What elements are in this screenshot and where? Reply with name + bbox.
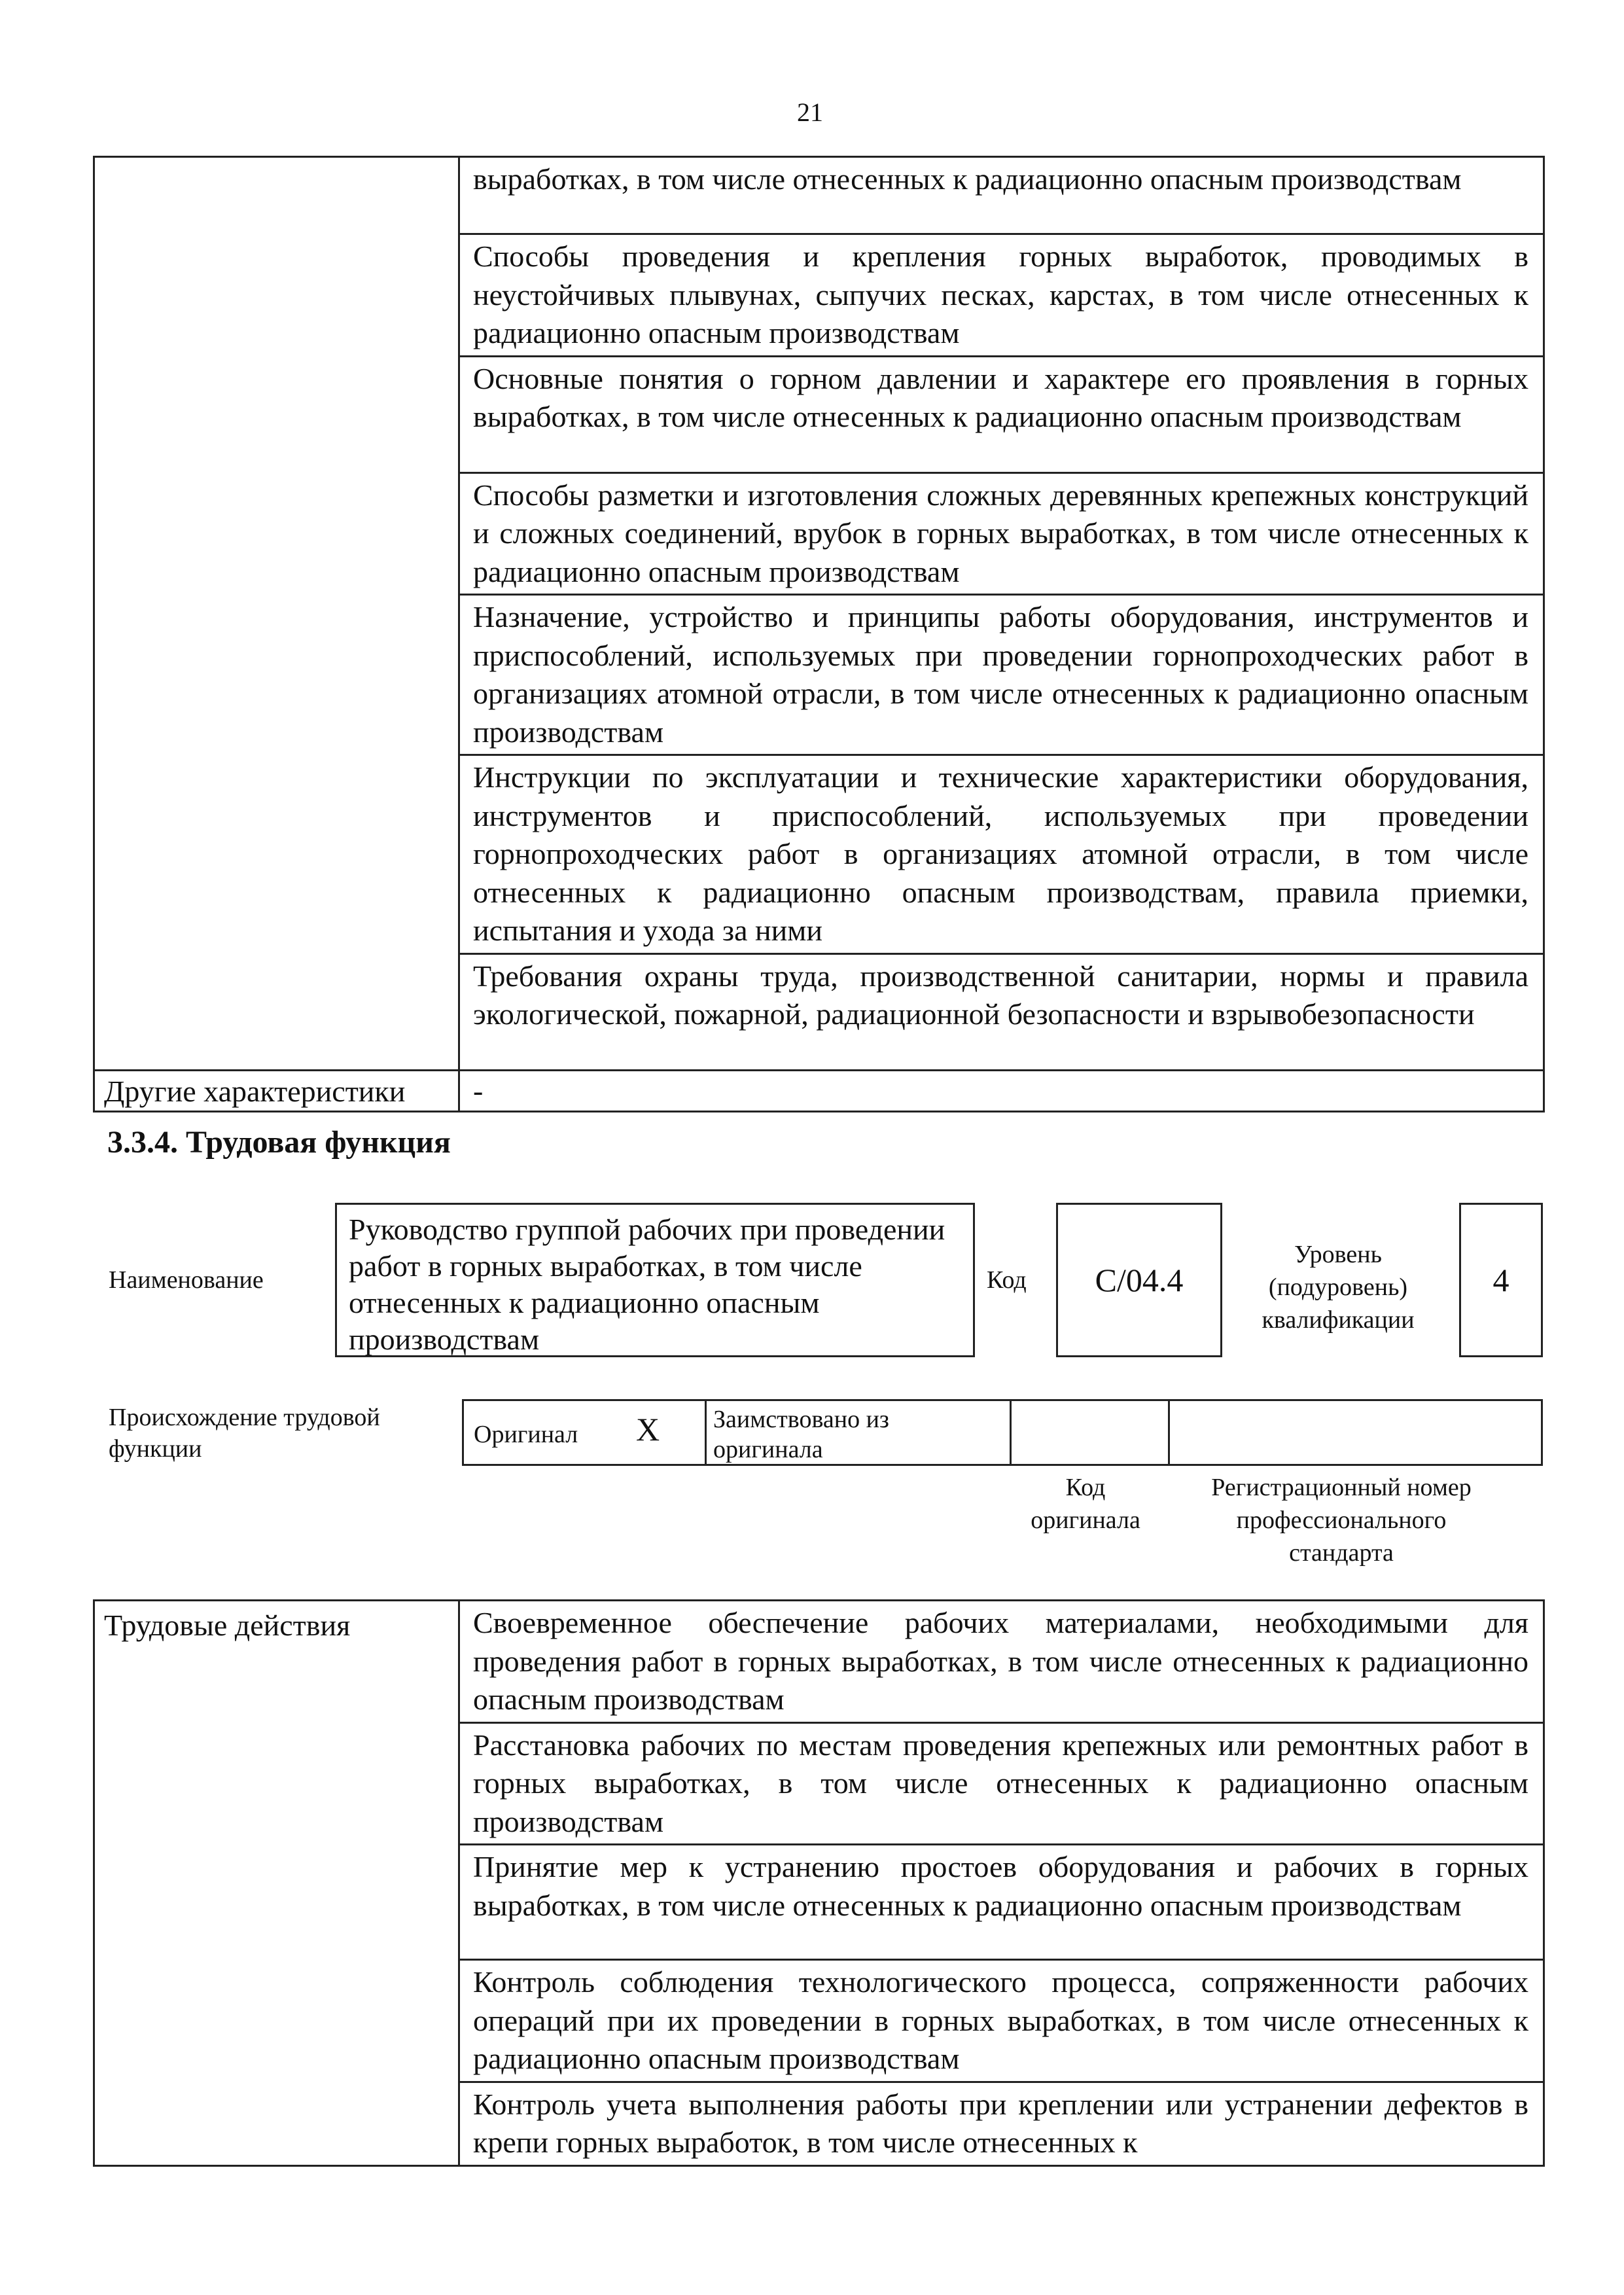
- reg-number-caption: Регистрационный номер профессионального стандарта: [1211, 1474, 1472, 1567]
- original-label: Оригинал: [474, 1421, 578, 1448]
- code-original-caption: Код оригинала: [1031, 1474, 1140, 1534]
- origin-divider: [705, 1401, 707, 1464]
- table-row: Требования охраны труда, производственной санитарии, нормы и правила экологической, пожарной, радиационной безопасности и взрывобезопасности: [459, 953, 1544, 1070]
- origin-row: [462, 1399, 1543, 1466]
- code-label: Код: [987, 1266, 1027, 1294]
- origin-divider: [1010, 1401, 1012, 1464]
- original-mark: X: [636, 1411, 660, 1448]
- table-row: выработках, в том числе отнесенных к радиационно опасным производствам: [459, 157, 1544, 234]
- table-row: Способы проведения и крепления горных выработок, проводимых в неустойчивых плывунах, сыпучих песках, карстах, в том числе отнесенных к радиационно опасным производствам: [459, 234, 1544, 357]
- function-name-box: Руководство группой рабочих при проведении работ в горных выработках, в том числе отнесенных к радиационно опасным производствам: [335, 1203, 975, 1357]
- table-row: Своевременное обеспечение рабочих материалами, необходимыми для проведения работ в горных выработках, в том числе отнесенных к радиационно опасным производствам: [459, 1601, 1544, 1723]
- qualification-level-box: 4: [1459, 1203, 1543, 1357]
- table-row: Принятие мер к устранению простоев оборудования и рабочих в горных выработках, в том числе отнесенных к радиационно опасным производствам: [459, 1845, 1544, 1960]
- page-number: 21: [797, 98, 823, 127]
- qualification-level-label: Уровень (подуровень) квалификации: [1262, 1241, 1415, 1334]
- table-row: Назначение, устройство и принципы работы оборудования, инструментов и приспособлений, используемых при проведении горнопроходческих работ в организациях атомной отрасли, в том числе отнесенных к радиационно опасным производствам: [459, 595, 1544, 755]
- table-row: Инструкции по эксплуатации и технические характеристики оборудования, инструментов и приспособлений, используемых при проведении горнопроходческих работ в организациях атомной отрасли, в том числе отнесенных к радиационно опасным производствам, правила приемки, испытания и ухода за ними: [459, 755, 1544, 954]
- function-code-box: C/04.4: [1056, 1203, 1222, 1357]
- knowledge-table: [93, 156, 1545, 1112]
- other-characteristics-label: Другие характеристики: [94, 1070, 459, 1111]
- labor-actions-table: [93, 1599, 1545, 2167]
- table-row: Контроль учета выполнения работы при креплении или устранении дефектов в крепи горных выработок, в том числе отнесенных к: [459, 2082, 1544, 2165]
- origin-divider: [1168, 1401, 1170, 1464]
- section-title: 3.3.4. Трудовая функция: [107, 1125, 451, 1160]
- table-row: Контроль соблюдения технологического процесса, сопряженности рабочих операций при их проведении в горных выработках, в том числе отнесенных к радиационно опасным производствам: [459, 1960, 1544, 2082]
- origin-label: Происхождение трудовой функции: [109, 1404, 380, 1463]
- borrowed-label: Заимствовано из оригинала: [713, 1406, 889, 1463]
- table-row: Способы разметки и изготовления сложных деревянных крепежных конструкций и сложных соединений, врубок в горных выработках, в том числе отнесенных к радиационно опасным производствам: [459, 472, 1544, 595]
- table-row: Основные понятия о горном давлении и характере его проявления в горных выработках, в том числе отнесенных к радиационно опасным производствам: [459, 356, 1544, 472]
- table-label-cell: [94, 157, 459, 1071]
- name-label: Наименование: [109, 1266, 264, 1294]
- labor-actions-label: Трудовые действия: [94, 1601, 459, 2166]
- table-row: Расстановка рабочих по местам проведения крепежных или ремонтных работ в горных выработках, в том числе отнесенных к радиационно опасным производствам: [459, 1722, 1544, 1845]
- other-characteristics-value: -: [459, 1070, 1544, 1111]
